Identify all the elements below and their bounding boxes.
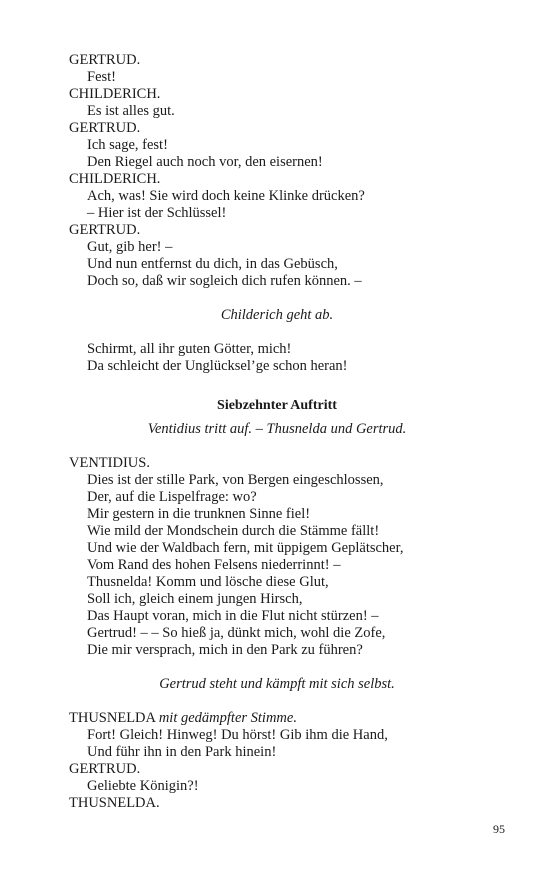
verse-line: – Hier ist der Schlüssel! (87, 205, 227, 221)
verse-line: Ach, was! Sie wird doch keine Klinke drücken? (87, 188, 365, 204)
speaker-name: GERTRUD. (69, 222, 141, 238)
verse-line: Schirmt, all ihr guten Götter, mich! (87, 341, 292, 357)
speaker-thusnelda (69, 710, 489, 727)
verse-line: Vom Rand des hohen Felsens niederrinnt! – (87, 557, 341, 573)
scene-heading: Siebzehnter Auftritt (217, 398, 337, 413)
verse-line: Da schleicht der Unglücksel’ge schon heran! (87, 358, 348, 374)
speaker-direction: mit gedämpfter Stimme. (158, 710, 297, 726)
verse-line: Die mir versprach, mich in den Park zu führen? (87, 642, 363, 658)
verse-line: Wie mild der Mondschein durch die Stämme fällt! (87, 523, 380, 539)
verse-line: Gut, gib her! – (87, 239, 173, 255)
verse-line: Dies ist der stille Park, von Bergen eingeschlossen, (87, 472, 384, 488)
stage-direction-2: Gertrud steht und kämpft mit sich selbst. (159, 676, 395, 692)
verse-line: Fest! (87, 69, 116, 85)
verse-line: Und führ ihn in den Park hinein! (87, 744, 277, 760)
speaker-name: VENTIDIUS. (69, 455, 150, 471)
verse-line: Ich sage, fest! (87, 137, 168, 153)
speaker-name: CHILDERICH. (69, 171, 161, 187)
verse-line: Den Riegel auch noch vor, den eisernen! (87, 154, 323, 170)
verse-line: Mir gestern in die trunknen Sinne fiel! (87, 506, 311, 522)
verse-line: Der, auf die Lispelfrage: wo? (87, 489, 257, 505)
speaker-name: THUSNELDA. (69, 795, 160, 811)
page-number: 95 (493, 822, 505, 836)
verse-line: Thusnelda! Komm und lösche diese Glut, (87, 574, 329, 590)
speaker-name: GERTRUD. (69, 761, 141, 777)
verse-line: Fort! Gleich! Hinweg! Du hörst! Gib ihm die Hand, (87, 727, 388, 743)
verse-line: Es ist alles gut. (87, 103, 175, 119)
verse-line: Gertrud! – – So hieß ja, dünkt mich, wohl die Zofe, (87, 625, 386, 641)
dialogue-block-2 (69, 341, 489, 375)
verse-line: Das Haupt voran, mich in die Flut nicht stürzen! – (87, 608, 379, 624)
verse-line: Und nun entfernst du dich, in das Gebüsch, (87, 256, 338, 272)
dialogue-block-3 (69, 455, 489, 659)
verse-line: Geliebte Königin?! (87, 778, 199, 794)
speaker-name: GERTRUD. (69, 52, 141, 68)
dialogue-block-1 (69, 52, 489, 290)
document-page (69, 52, 489, 812)
verse-line: Und wie der Waldbach fern, mit üppigem Geplätscher, (87, 540, 404, 556)
speaker-name: GERTRUD. (69, 120, 141, 136)
verse-line: Soll ich, gleich einem jungen Hirsch, (87, 591, 303, 607)
stage-direction-1: Childerich geht ab. (220, 307, 334, 323)
speaker-name: THUSNELDA (69, 710, 156, 726)
scene-cast: Ventidius tritt auf. – Thusnelda und Gertrud. (147, 421, 407, 437)
verse-line: Doch so, daß wir sogleich dich rufen können. – (87, 273, 362, 289)
dialogue-block-4 (69, 727, 489, 812)
speaker-name: CHILDERICH. (69, 86, 161, 102)
